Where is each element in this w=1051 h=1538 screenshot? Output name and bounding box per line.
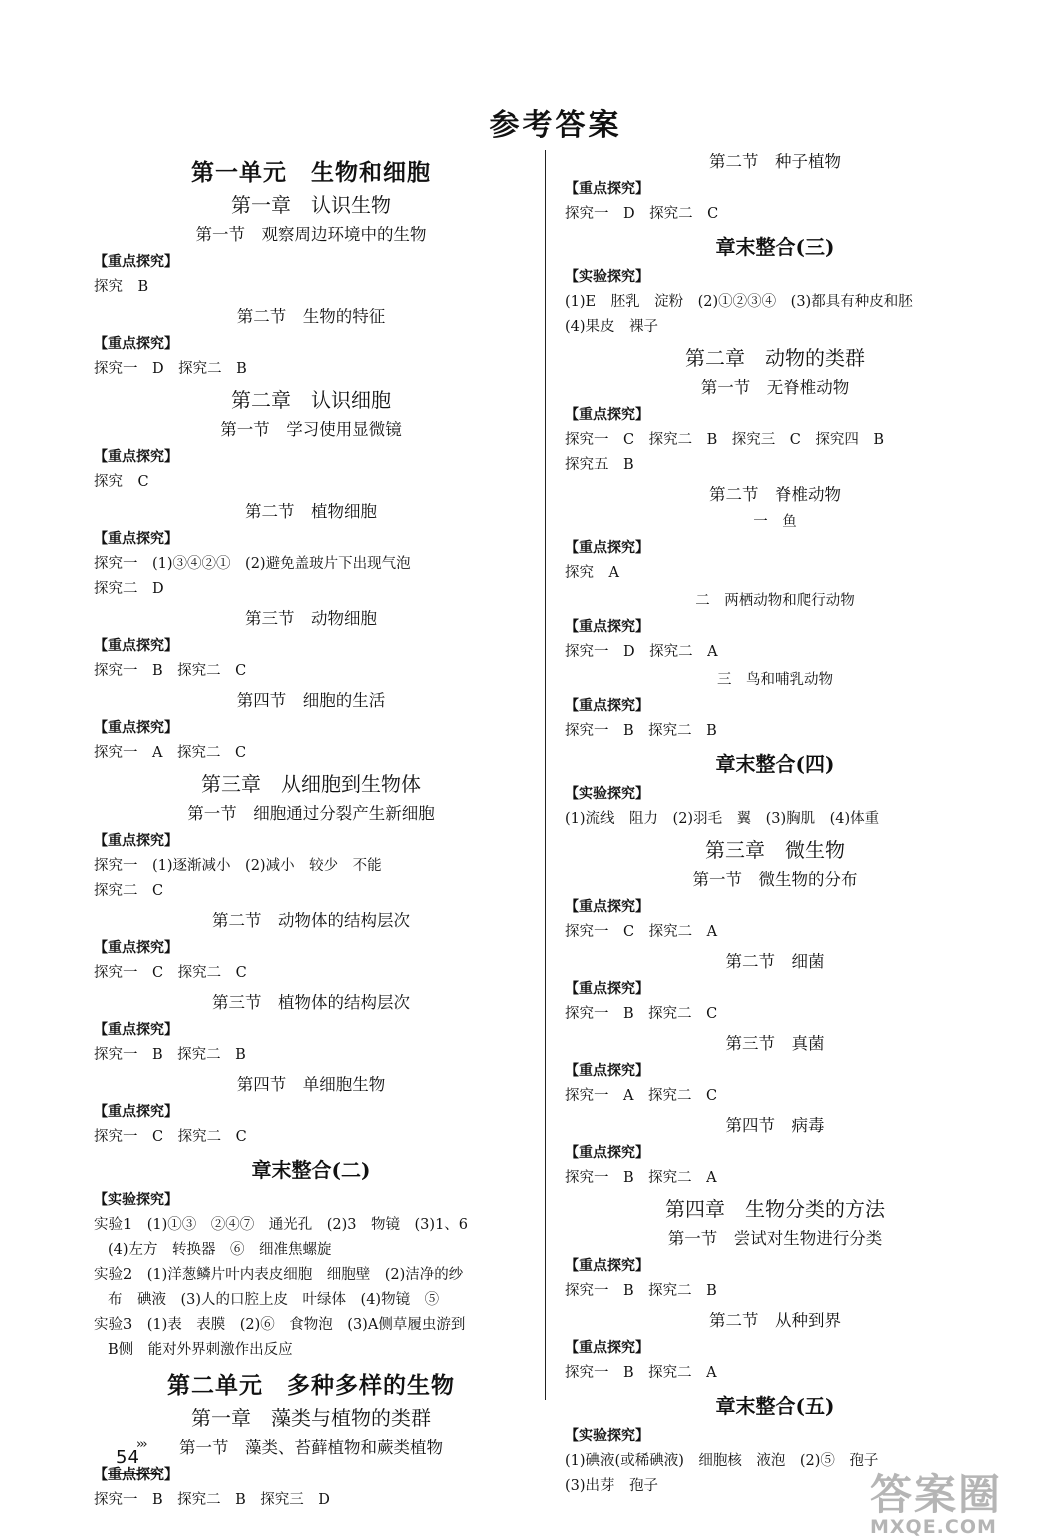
- question-type-label: 【重点探究】: [565, 981, 649, 997]
- answer-line: 探究一 (1)③④②① (2)避免盖玻片下出现气泡: [94, 556, 411, 572]
- answer-line: 探究一 C 探究二 C: [94, 1129, 247, 1145]
- section-heading: 第三节 植物体的结构层次: [212, 993, 410, 1012]
- question-type-label: 【实验探究】: [565, 269, 649, 285]
- answer-line: 布 碘液 (3)人的口腔上皮 叶绿体 (4)物镜 ⑤: [108, 1292, 440, 1308]
- page-number-underline: [108, 1473, 160, 1474]
- section-heading: 第二节 从种到界: [709, 1311, 841, 1330]
- chapter-summary-heading: 章末整合(五): [715, 1394, 835, 1418]
- chapter-heading: 第二章 认识细胞: [231, 388, 391, 412]
- chapter-summary-heading: 章末整合(三): [715, 235, 835, 259]
- question-type-label: 【重点探究】: [565, 619, 649, 635]
- right-column: [565, 145, 985, 1499]
- subsection-heading: 二 两栖动物和爬行动物: [695, 593, 855, 609]
- watermark-logo: 答案圈: [870, 1470, 1003, 1519]
- answer-line: 实验1 (1)①③ ②④⑦ 通光孔 (2)3 物镜 (3)1、6: [94, 1217, 469, 1233]
- section-heading: 第一节 学习使用显微镜: [220, 420, 402, 439]
- question-type-label: 【重点探究】: [94, 940, 178, 956]
- unit-heading: 第二单元 多种多样的生物: [167, 1372, 455, 1399]
- section-heading: 第二节 植物细胞: [245, 502, 377, 521]
- section-heading: 第二节 细菌: [725, 952, 825, 971]
- answer-line: (1)E 胚乳 淀粉 (2)①②③④ (3)都具有种皮和胚: [565, 294, 913, 310]
- section-heading: 第一节 无脊椎动物: [700, 378, 850, 397]
- question-type-label: 【实验探究】: [565, 1428, 649, 1444]
- section-heading: 第二节 生物的特征: [236, 307, 386, 326]
- answer-line: 探究一 D 探究二 C: [565, 206, 719, 222]
- answer-line: 探究一 A 探究二 C: [565, 1088, 718, 1104]
- question-type-label: 【重点探究】: [565, 1258, 649, 1274]
- section-heading: 第一节 观察周边环境中的生物: [195, 225, 427, 244]
- chapter-heading: 第三章 微生物: [705, 838, 845, 862]
- answer-line: 实验2 (1)洋葱鳞片叶内表皮细胞 细胞壁 (2)洁净的纱: [94, 1267, 464, 1283]
- question-type-label: 【重点探究】: [94, 638, 178, 654]
- subsection-heading: 三 鸟和哺乳动物: [717, 672, 833, 688]
- subsection-heading: 一 鱼: [753, 514, 797, 530]
- section-heading: 第一节 藻类、苔藓植物和蕨类植物: [179, 1438, 443, 1457]
- question-type-label: 【重点探究】: [94, 449, 178, 465]
- answer-line: 探究一 B 探究二 C: [565, 1006, 718, 1022]
- question-type-label: 【重点探究】: [94, 1022, 178, 1038]
- question-type-label: 【重点探究】: [565, 1145, 649, 1161]
- section-heading: 第一节 细胞通过分裂产生新细胞: [187, 804, 435, 823]
- question-type-label: 【重点探究】: [94, 720, 178, 736]
- question-type-label: 【重点探究】: [94, 254, 178, 270]
- question-type-label: 【重点探究】: [94, 336, 178, 352]
- answer-line: 探究一 D 探究二 A: [565, 644, 718, 660]
- answer-line: 探究 B: [94, 279, 149, 295]
- answer-line: (4)果皮 裸子: [565, 319, 659, 335]
- section-heading: 第一节 尝试对生物进行分类: [667, 1229, 883, 1248]
- question-type-label: 【重点探究】: [565, 407, 649, 423]
- answer-line: 探究一 B 探究二 B: [565, 723, 717, 739]
- answer-line: 探究一 C 探究二 C: [94, 965, 247, 981]
- answer-line: 探究一 B 探究二 A: [565, 1170, 717, 1186]
- question-type-label: 【重点探究】: [94, 1467, 178, 1483]
- answer-line: B侧 能对外界刺激作出反应: [108, 1342, 293, 1358]
- question-type-label: 【实验探究】: [94, 1192, 178, 1208]
- section-heading: 第四节 病毒: [725, 1116, 825, 1135]
- chapter-summary-heading: 章末整合(二): [251, 1158, 371, 1182]
- answer-line: 探究一 (1)逐渐减小 (2)减小 较少 不能: [94, 858, 382, 874]
- answer-line: (3)出芽 孢子: [565, 1478, 659, 1494]
- answer-line: (1)碘液(或稀碘液) 细胞核 液泡 (2)⑤ 孢子: [565, 1453, 879, 1469]
- chapter-heading: 第二章 动物的类群: [685, 346, 865, 370]
- question-type-label: 【重点探究】: [565, 1340, 649, 1356]
- section-heading: 第四节 单细胞生物: [236, 1075, 386, 1094]
- answer-line: 探究一 C 探究二 B 探究三 C 探究四 B: [565, 432, 884, 448]
- section-heading: 第一节 微生物的分布: [692, 870, 858, 889]
- chapter-heading: 第一章 藻类与植物的类群: [191, 1406, 431, 1430]
- page-number: 54: [116, 1447, 139, 1468]
- answer-line: 探究一 B 探究二 A: [565, 1365, 717, 1381]
- section-heading: 第二节 种子植物: [709, 152, 841, 171]
- answer-line: 探究五 B: [565, 457, 634, 473]
- left-column: [94, 150, 528, 1513]
- answer-line: 探究一 B 探究二 B: [565, 1283, 717, 1299]
- answer-line: 探究二 D: [94, 581, 164, 597]
- question-type-label: 【重点探究】: [565, 1063, 649, 1079]
- answer-line: 探究一 B 探究二 B: [94, 1047, 246, 1063]
- question-type-label: 【重点探究】: [94, 1104, 178, 1120]
- question-type-label: 【实验探究】: [565, 786, 649, 802]
- section-heading: 第二节 脊椎动物: [709, 485, 841, 504]
- section-heading: 第三节 动物细胞: [245, 609, 377, 628]
- chapter-heading: 第一章 认识生物: [231, 193, 391, 217]
- watermark-url: MXQE.COM: [870, 1516, 997, 1538]
- answer-line: 实验3 (1)表 表膜 (2)⑥ 食物泡 (3)A侧草履虫游到: [94, 1317, 466, 1333]
- chapter-heading: 第三章 从细胞到生物体: [201, 772, 421, 796]
- page-marker-icon: ›››: [136, 1437, 146, 1452]
- answer-line: 探究一 B 探究二 C: [94, 663, 247, 679]
- question-type-label: 【重点探究】: [565, 181, 649, 197]
- answer-line: 探究 A: [565, 565, 619, 581]
- answer-line: 探究一 B 探究二 B 探究三 D: [94, 1492, 330, 1508]
- chapter-heading: 第四章 生物分类的方法: [665, 1197, 885, 1221]
- unit-heading: 第一单元 生物和细胞: [191, 159, 431, 186]
- page-title: 参考答案: [489, 108, 622, 143]
- question-type-label: 【重点探究】: [94, 531, 178, 547]
- section-heading: 第三节 真菌: [725, 1034, 825, 1053]
- question-type-label: 【重点探究】: [565, 698, 649, 714]
- watermark: [870, 1462, 1040, 1536]
- answer-line: (1)流线 阻力 (2)羽毛 翼 (3)胸肌 (4)体重: [565, 811, 880, 827]
- answer-line: (4)左方 转换器 ⑥ 细准焦螺旋: [108, 1242, 332, 1258]
- answer-line: 探究一 C 探究二 A: [565, 924, 718, 940]
- section-heading: 第四节 细胞的生活: [236, 691, 386, 710]
- column-divider: [545, 150, 546, 1400]
- answer-line: 探究 C: [94, 474, 149, 490]
- answer-line: 探究二 C: [94, 883, 164, 899]
- answer-line: 探究一 A 探究二 C: [94, 745, 247, 761]
- question-type-label: 【重点探究】: [565, 899, 649, 915]
- question-type-label: 【重点探究】: [94, 833, 178, 849]
- chapter-summary-heading: 章末整合(四): [715, 752, 835, 776]
- page-number-box: [108, 1437, 160, 1473]
- section-heading: 第二节 动物体的结构层次: [212, 911, 410, 930]
- question-type-label: 【重点探究】: [565, 540, 649, 556]
- answer-line: 探究一 D 探究二 B: [94, 361, 247, 377]
